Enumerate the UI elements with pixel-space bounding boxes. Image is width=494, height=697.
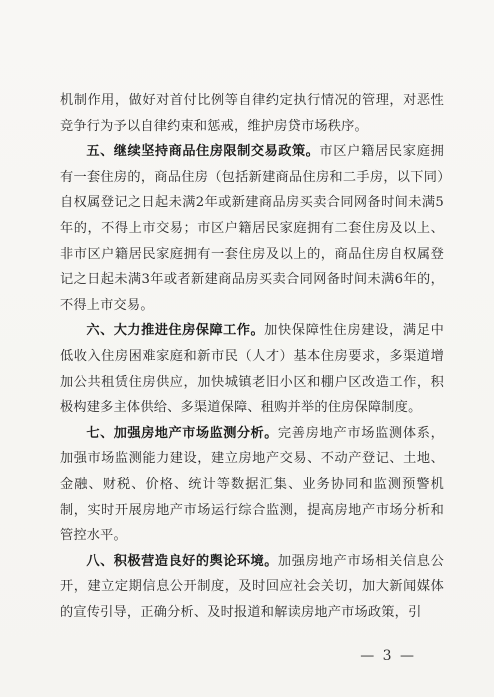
paragraph-section-7: [60, 421, 444, 549]
section-heading-6: 六、大力推进住房保障工作。: [86, 323, 265, 339]
paragraph-text: 加快保障性住房建设，满足中低收入住房困难家庭和新市民（人才）基本住房要求，多渠道增加公共租赁住房供应，加快城镇老旧小区和棚户区改造工作，积极构建多主体供给、多渠道保障、租购并举的住房保障制度。: [60, 323, 444, 416]
section-heading-7: 七、加强房地产市场监测分析。: [86, 425, 278, 441]
paragraph-text: 机制作用，做好对首付比例等自律约定执行情况的管理，对恶性竞争行为予以自律约束和惩戒，维护房贷市场秩序。: [60, 93, 444, 134]
section-heading-8: 八、积极营造良好的舆论环境。: [86, 553, 278, 569]
paragraph-text: 完善房地产市场监测体系，加强市场监测能力建设，建立房地产交易、不动产登记、土地、金融、财税、价格、统计等数据汇集、业务协同和监测预警机制，实时开展房地产市场运行综合监测，提高房地产市场分析和管控水平。: [60, 425, 444, 544]
paragraph-text: 加强房地产市场相关信息公开，建立定期信息公开制度，及时回应社会关切，加大新闻媒体的宣传引导，正确分析、及时报道和解读房地产市场政策，引: [60, 553, 444, 620]
paragraph-text: 市区户籍居民家庭拥有一套住房的，商品住房（包括新建商品住房和二手房，以下同）自权属登记之日起未满2年或新建商品房买卖合同网备时间未满5年的，不得上市交易；市区户籍居民家庭拥有二套住房及以上、非市区户籍居民家庭拥有一套住房及以上的，商品住房自权属登记之日起未满3年或者新建商品房买卖合同网备时间未满6年的，不得上市交易。: [60, 144, 444, 313]
document-body: [60, 88, 444, 625]
page-number: — 3 —: [360, 648, 416, 664]
paragraph-section-6: [60, 318, 444, 420]
paragraph-continuation: [60, 88, 444, 139]
section-heading-5: 五、继续坚持商品住房限制交易政策。: [86, 144, 320, 160]
paragraph-section-5: [60, 139, 444, 318]
paragraph-section-8: [60, 549, 444, 626]
